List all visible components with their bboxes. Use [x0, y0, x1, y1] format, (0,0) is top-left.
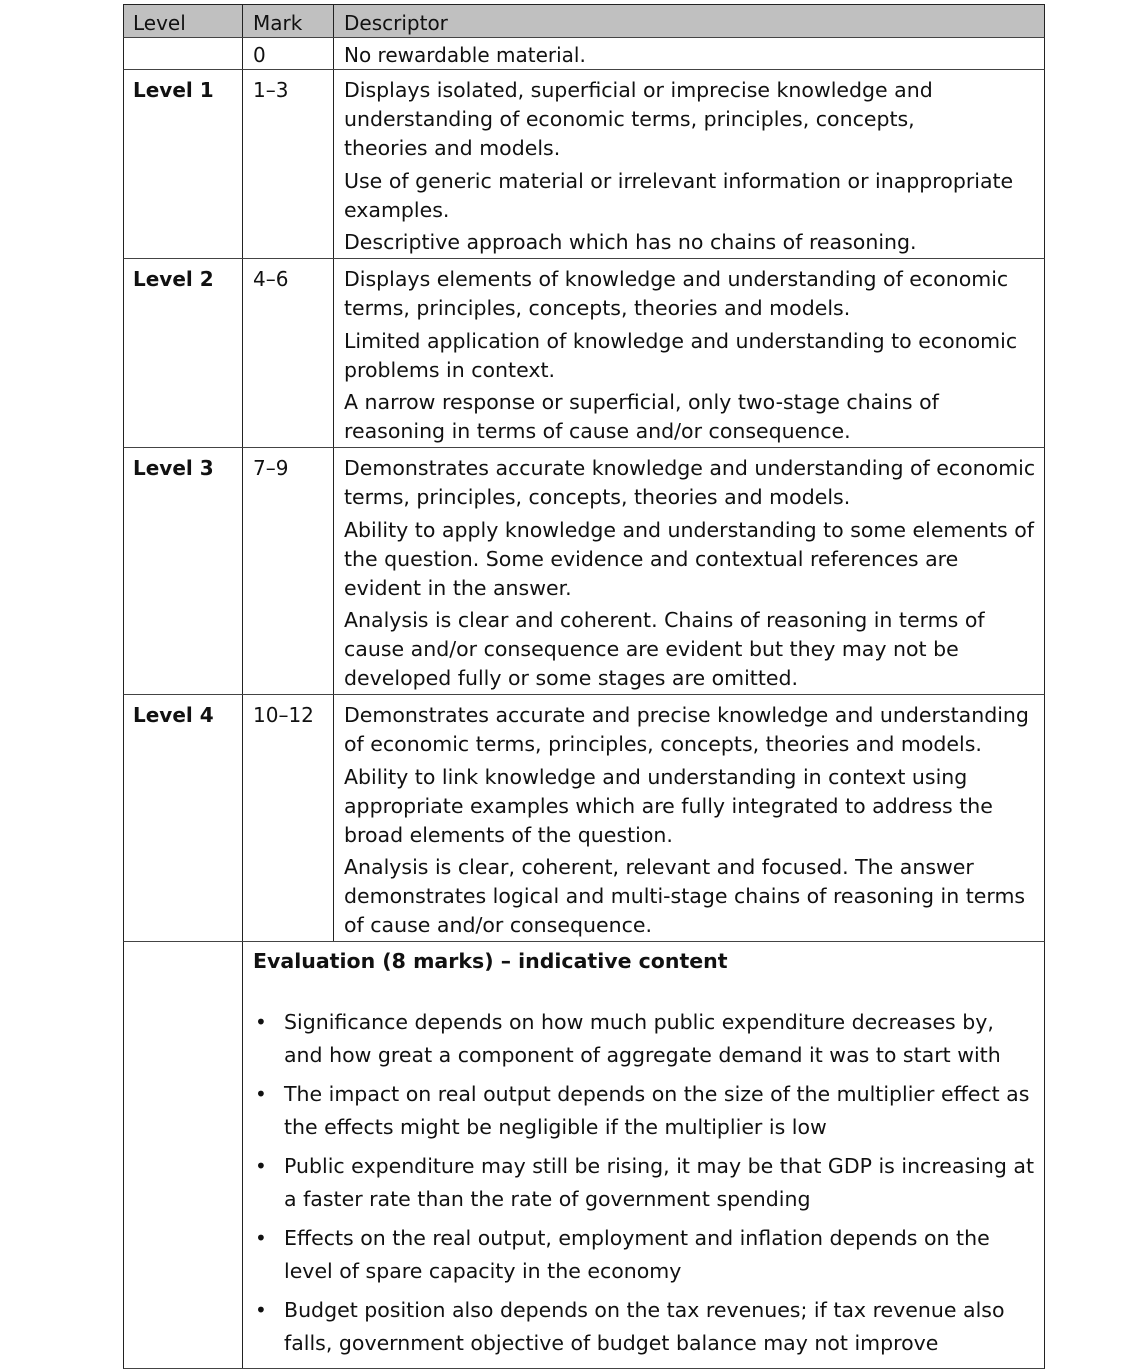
descriptor-cell: [333, 695, 1044, 941]
evaluation-row: [123, 942, 1045, 1369]
mark-cell: 10–12: [242, 695, 333, 941]
descriptor-text: Analysis is clear, coherent, relevant and focused. The answer demonstrates logical and multi-stage chains of reasoning in terms of cause and/or consequence.: [344, 855, 1026, 937]
evaluation-bullet: • Effects on the real output, employment and inflation depends on the level of spare capacity in the economy: [253, 1222, 1036, 1288]
descriptor-text: Demonstrates accurate knowledge and understanding of economic terms, principles, concepts, theories and models.: [344, 456, 1036, 509]
evaluation-title: Evaluation (8 marks) – indicative content: [253, 949, 728, 973]
table-row-level-0: [123, 38, 1045, 70]
table-row-level-1: [123, 70, 1045, 259]
descriptor-cell: [333, 448, 1044, 694]
mark-cell: 0: [242, 38, 333, 69]
evaluation-empty-cell: [124, 942, 242, 1368]
level-cell: Level 4: [133, 703, 214, 727]
evaluation-bullet: • Public expenditure may still be rising, it may be that GDP is increasing at a faster rate than the rate of government spending: [253, 1150, 1036, 1216]
descriptor-text: Limited application of knowledge and understanding to economic problems in context.: [344, 328, 1018, 382]
table-row-level-2: [123, 259, 1045, 448]
descriptor-cell: [333, 70, 1044, 258]
descriptor-text: Demonstrates accurate and precise knowledge and understanding of economic terms, principles, concepts, theories and models.: [344, 703, 1029, 756]
table-header-row: [123, 4, 1045, 38]
table-row-level-4: [123, 695, 1045, 942]
descriptor-text: Ability to apply knowledge and understanding to some elements of the question. Some evidence and contextual references are evident in the answer.: [344, 517, 1035, 600]
descriptor-text: Displays isolated, superficial or imprecise knowledge and understanding of economic terms, principles, concepts, theories and models.: [344, 78, 933, 160]
evaluation-bullet: • Significance depends on how much public expenditure decreases by, and how great a component of aggregate demand it was to start with: [253, 1006, 1036, 1072]
mark-scheme-table: [123, 4, 1045, 1369]
evaluation-bullet-list: [253, 1006, 1036, 1360]
descriptor-text: Displays elements of knowledge and understanding of economic terms, principles, concepts, theories and models.: [344, 267, 1009, 320]
descriptor-text: Analysis is clear and coherent. Chains of reasoning in terms of cause and/or consequence are evident but they may not be developed fully or some stages are omitted.: [344, 608, 985, 690]
descriptor-cell: [333, 259, 1044, 447]
evaluation-bullet: • Budget position also depends on the tax revenues; if tax revenue also falls, government objective of budget balance may not improve: [253, 1294, 1036, 1360]
header-mark: Mark: [242, 5, 333, 37]
descriptor-text: Descriptive approach which has no chains of reasoning.: [344, 230, 917, 254]
evaluation-bullet: • The impact on real output depends on the size of the multiplier effect as the effects might be negligible if the multiplier is low: [253, 1078, 1036, 1144]
descriptor-text: A narrow response or superficial, only two-stage chains of reasoning in terms of cause and/or consequence.: [344, 390, 939, 443]
level-cell: Level 3: [133, 456, 214, 480]
mark-cell: 1–3: [242, 70, 333, 258]
header-descriptor: Descriptor: [333, 5, 1044, 37]
mark-cell: 4–6: [242, 259, 333, 447]
descriptor-cell: No rewardable material.: [333, 38, 1044, 69]
table-row-level-3: [123, 448, 1045, 695]
mark-cell: 7–9: [242, 448, 333, 694]
descriptor-text: Ability to link knowledge and understanding in context using appropriate examples which are fully integrated to address the broad elements of the question.: [344, 764, 993, 847]
level-cell: Level 2: [133, 267, 214, 291]
evaluation-content-cell: [242, 942, 1044, 1368]
level-cell: [124, 38, 242, 69]
descriptor-text: Use of generic material or irrelevant information or inappropriate examples.: [344, 168, 1014, 222]
level-cell: Level 1: [133, 78, 214, 102]
header-level: Level: [133, 11, 186, 35]
